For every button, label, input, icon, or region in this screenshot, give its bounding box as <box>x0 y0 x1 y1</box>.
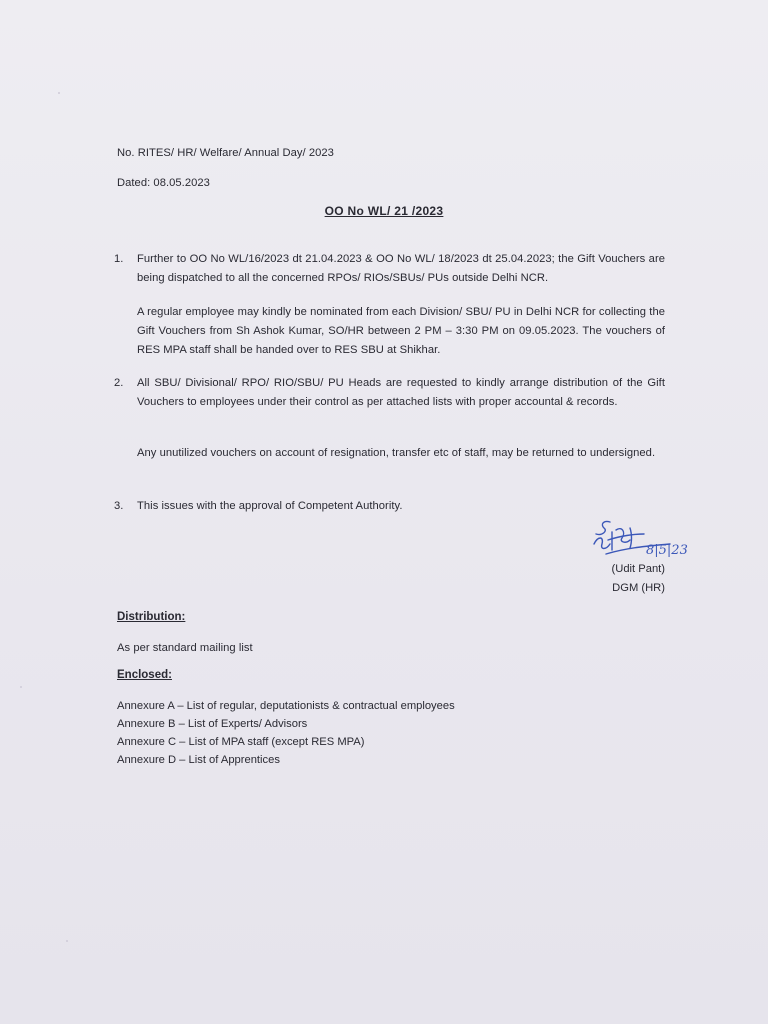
reference-number: No. RITES/ HR/ Welfare/ Annual Day/ 2023 <box>117 147 334 159</box>
item-3-paragraph-1: This issues with the approval of Competent Authority. <box>137 500 403 512</box>
signatory-designation: DGM (HR) <box>612 582 665 594</box>
signature-date: 8|5|23 <box>646 543 688 558</box>
distribution-text: As per standard mailing list <box>117 642 253 654</box>
item-1-paragraph-2: A regular employee may kindly be nominated from each Division/ SBU/ PU in Delhi NCR for collecting the Gift Vouchers from Sh Ashok Kumar, SO/HR between 2 PM – 3:30 PM on 09.05.2023. The vouchers of RES MPA staff shall be handed over to RES SBU at Shikhar. <box>137 306 665 356</box>
scan-speck <box>20 686 22 688</box>
annexure-item: Annexure B – List of Experts/ Advisors <box>117 718 308 730</box>
date-line: Dated: 08.05.2023 <box>117 177 210 189</box>
order-title: OO No WL/ 21 /2023 <box>324 204 444 218</box>
scan-speck <box>58 92 60 94</box>
annexure-item: Annexure A – List of regular, deputationists & contractual employees <box>117 700 455 712</box>
item-2-paragraph-2: Any unutilized vouchers on account of resignation, transfer etc of staff, may be returned to undersigned. <box>137 447 656 459</box>
enclosed-heading: Enclosed: <box>117 669 172 681</box>
annexure-item: Annexure C – List of MPA staff (except RES MPA) <box>117 736 365 748</box>
item-number-2: 2. <box>114 377 124 389</box>
scan-speck <box>66 940 68 942</box>
signatory-name: (Udit Pant) <box>611 563 665 575</box>
distribution-heading: Distribution: <box>117 611 186 623</box>
handwritten-signature <box>586 514 706 566</box>
item-1-paragraph-1: Further to OO No WL/16/2023 dt 21.04.2023 & OO No WL/ 18/2023 dt 25.04.2023; the Gift Vouchers are being dispatched to all the concerned RPOs/ RIOs/SBUs/ PUs outside Delhi NCR. <box>137 253 665 284</box>
annexure-item: Annexure D – List of Apprentices <box>117 754 280 766</box>
item-number-3: 3. <box>114 500 124 512</box>
annexure-list <box>117 697 455 769</box>
item-2-paragraph-1: All SBU/ Divisional/ RPO/ RIO/SBU/ PU Heads are requested to kindly arrange distribution of the Gift Vouchers to employees under their control as per attached lists with proper accountal & records. <box>137 377 665 408</box>
signatory-block <box>565 560 665 598</box>
item-number-1: 1. <box>114 253 124 265</box>
